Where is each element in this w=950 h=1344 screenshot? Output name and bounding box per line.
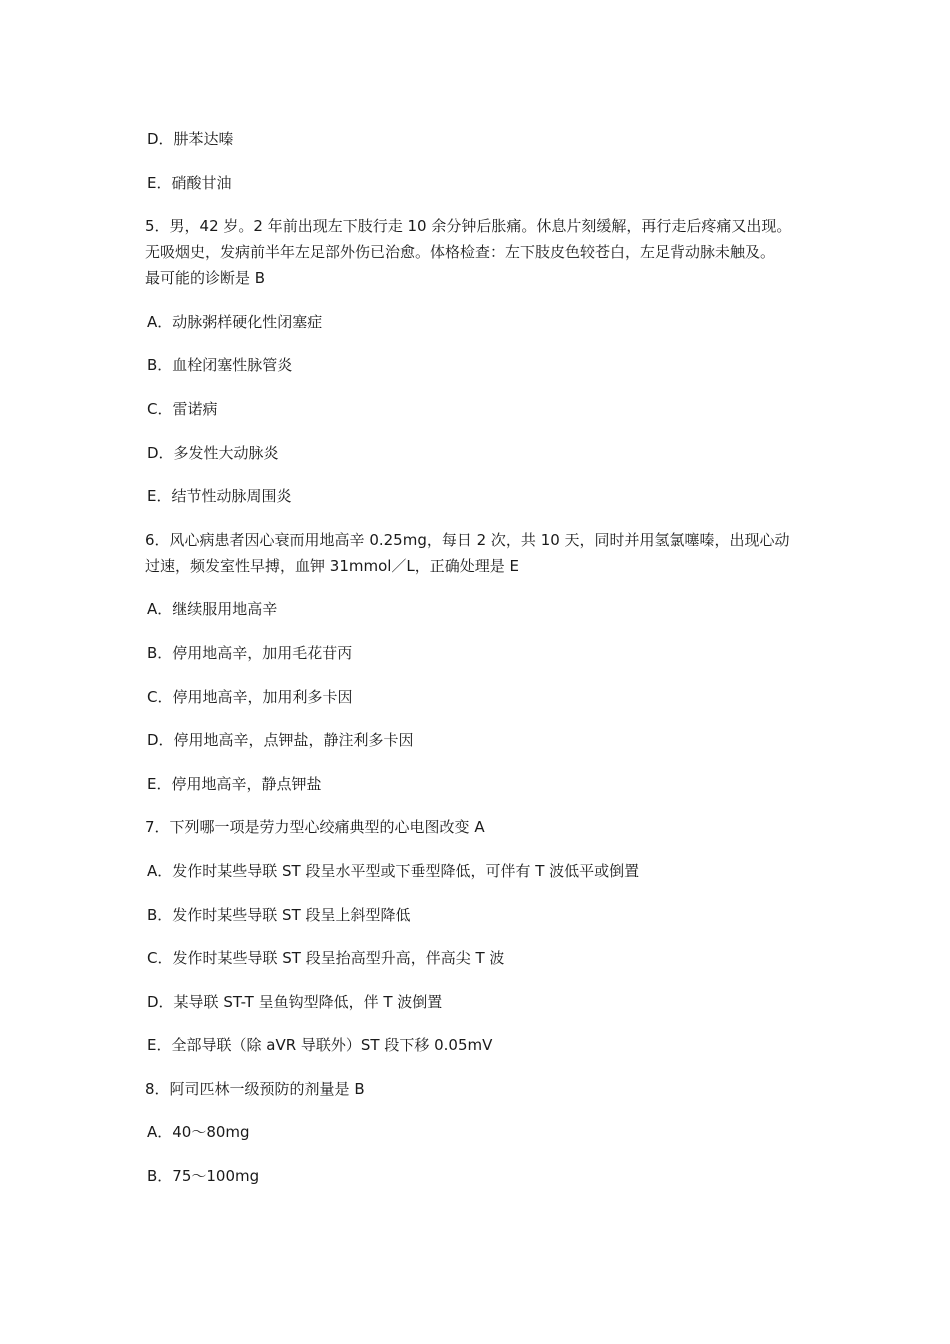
question-line: 无吸烟史，发病前半年左足部外伤已治愈。体格检查：左下肢皮色较苍白，左足背动脉未触及。: [145, 243, 776, 262]
question-line: 8．阿司匹林一级预防的剂量是 B: [145, 1079, 365, 1098]
question-line: 5．男，42 岁。2 年前出现左下肢行走 10 余分钟后胀痛。休息片刻缓解，再行走后疼痛又出现。: [145, 217, 792, 236]
question-stem: [145, 527, 825, 579]
answer-option: E．全部导联（除 aVR 导联外）ST 段下移 0.05mV: [147, 1036, 493, 1055]
question-stem: [145, 814, 825, 840]
answer-option: D．多发性大动脉炎: [147, 443, 279, 462]
question-line: 7．下列哪一项是劳力型心绞痛典型的心电图改变 A: [145, 818, 485, 837]
answer-option: E．停用地高辛，静点钾盐: [147, 774, 322, 793]
answer-option: D．肼苯达嗪: [147, 130, 234, 148]
answer-option: D．停用地高辛，点钾盐，静注利多卡因: [147, 731, 414, 750]
answer-option: A．继续服用地高辛: [147, 600, 278, 619]
question-line: 最可能的诊断是 B: [145, 269, 266, 288]
answer-option: A．发作时某些导联 ST 段呈水平型或下垂型降低，可伴有 T 波低平或倒置: [147, 861, 640, 880]
question-stem: [145, 213, 825, 291]
answer-option: C．停用地高辛，加用利多卡因: [147, 687, 353, 706]
answer-option: E．硝酸甘油: [147, 173, 232, 192]
answer-option: E．结节性动脉周围炎: [147, 487, 292, 506]
answer-option: A．40～80mg: [147, 1123, 250, 1142]
answer-option: B．血栓闭塞性脉管炎: [147, 356, 293, 375]
answer-option: C．发作时某些导联 ST 段呈抬高型升高，伴高尖 T 波: [147, 949, 505, 968]
answer-option: D．某导联 ST-T 呈鱼钩型降低，伴 T 波倒置: [147, 992, 443, 1011]
document-body: [145, 126, 825, 1207]
answer-option: A．动脉粥样硬化性闭塞症: [147, 312, 323, 331]
answer-option: B．停用地高辛，加用毛花苷丙: [147, 643, 353, 662]
question-line: 6．风心病患者因心衰而用地高辛 0.25mg，每日 2 次，共 10 天，同时并用氢氯噻嗪，出现心动: [145, 530, 790, 549]
answer-option: C．雷诺病: [147, 399, 218, 418]
question-stem: [145, 1076, 825, 1102]
question-line: 过速，频发室性早搏，血钾 31mmol／L，正确处理是 E: [145, 556, 520, 575]
answer-option: B．发作时某些导联 ST 段呈上斜型降低: [147, 905, 411, 924]
answer-option: B．75～100mg: [147, 1167, 260, 1186]
